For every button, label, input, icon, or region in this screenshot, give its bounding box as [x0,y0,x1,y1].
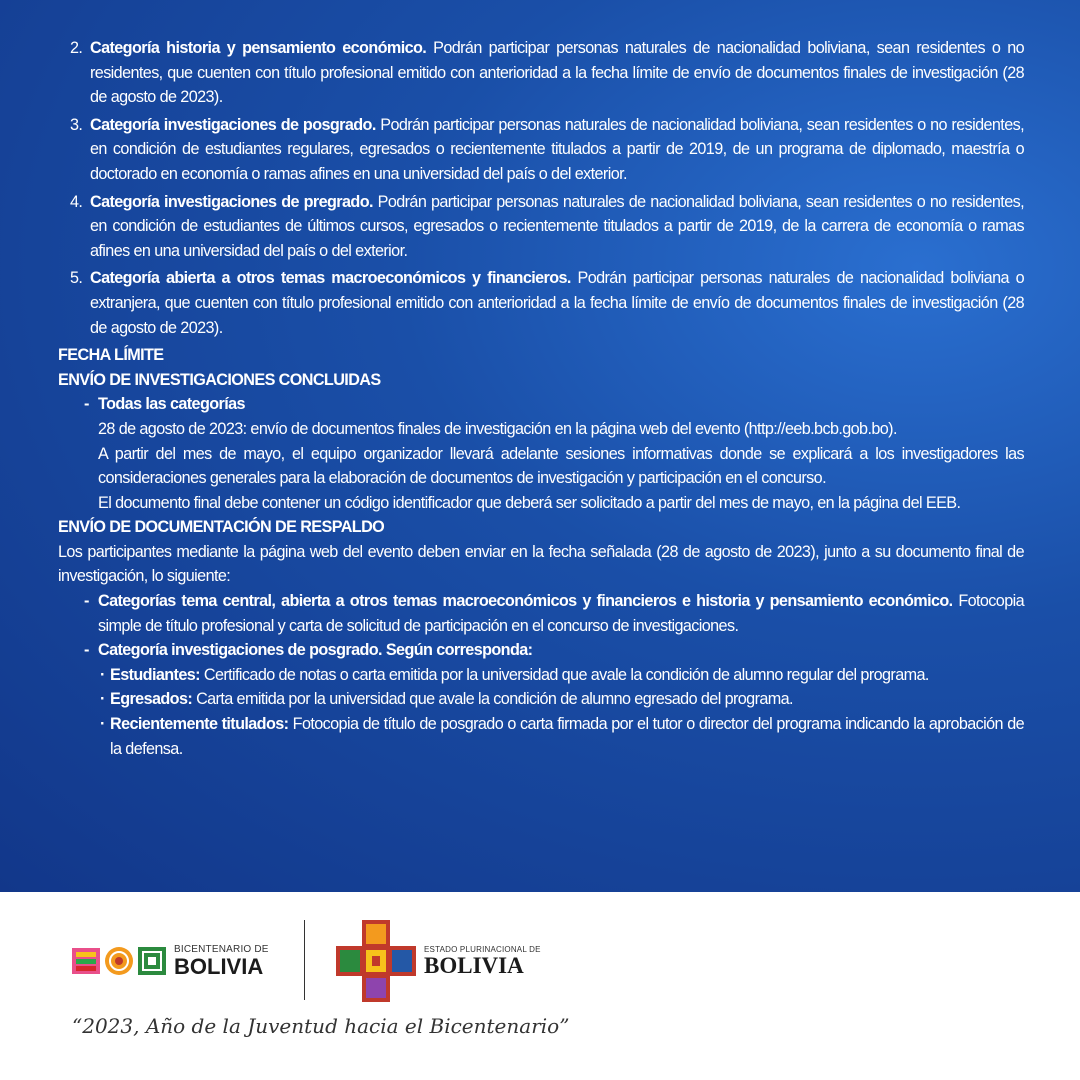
chakana-emblem-icon [336,920,416,1002]
list-item [58,113,1024,187]
item-title: Categoría abierta a otros temas macroeconómicos y financieros. [90,269,571,288]
bullet-item [58,687,1024,712]
support-category-text: Fotocopia simple de título profesional y carta de solicitud de participación en el concurso de investigaciones. [98,592,1025,635]
support-docs-heading: ENVÍO DE DOCUMENTACIÓN DE RESPALDO [58,518,385,537]
bullet-marker: · [100,665,105,684]
bicentenario-logo [72,944,277,978]
year-motto: “2023, Año de la Juventud hacia el Bicentenario” [72,1014,570,1038]
support-category-title: Categorías tema central, abierta a otros temas macroeconómicos y financieros e historia y pensamiento económico. [98,592,953,611]
logo-divider [304,920,305,1000]
dash-marker: - [84,592,89,611]
bullet-item [58,663,1024,688]
item-text: Podrán participar personas naturales de nacionalidad boliviana, sean residentes o no residentes, en condición de estudiantes regulares, egresados o recientemente titulados a partir de 2019, de un programa de diplomado, maestría o doctorado en economía o ramas afines en una universidad del país o del exterior. [90,115,1024,183]
bullet-marker: · [100,690,105,709]
bullet-item [58,712,1024,761]
info-sessions-text: A partir del mes de mayo, el equipo organizador llevará adelante sesiones informativas donde se explicará a los investigadores las consideraciones generales para la elaboración de documentos de investigación y participación en el concurso. [98,444,1024,488]
dash-marker: - [84,641,89,660]
logo-right-small-text: ESTADO PLURINACIONAL DE [424,945,541,954]
support-category-item [58,638,1024,663]
item-text: Podrán participar personas naturales de nacionalidad boliviana, sean residentes o no residentes, en condición de estudiantes de últimos cursos, egresados o recientemente titulados a partir de 2019, de la carrera de economía o ramas afines en una universidad del país o del exterior. [90,192,1024,260]
bullet-text: Fotocopia de título de posgrado o carta firmada por el tutor o director del programa indicando la aprobación de la defensa. [110,715,1025,758]
item-text: Podrán participar personas naturales de nacionalidad boliviana o extranjera, que cuenten con título profesional emitido con anterioridad a la fecha límite de envío de documentos finales de investigación (28 de agosto de 2023). [90,269,1024,337]
bullet-marker: · [100,715,105,734]
logo-left-small-text: BICENTENARIO DE [174,944,269,955]
footer [0,892,1080,1080]
item-number: 4. [70,192,83,211]
list-item [58,266,1024,340]
item-title: Categoría investigaciones de posgrado. [90,115,376,134]
logo-left-big-text: BOLIVIA [174,954,264,979]
bullet-label: Estudiantes: [110,665,200,684]
item-title: Categoría historia y pensamiento económico. [90,39,427,57]
support-category-title: Categoría investigaciones de posgrado. Según corresponda: [98,641,533,660]
deadline-date-text: 28 de agosto de 2023: envío de documentos finales de investigación en la página web del evento (http://eeb.bcb.gob.bo). [98,419,897,438]
item-text: Podrán participar personas naturales de nacionalidad boliviana, sean residentes o no residentes, que cuenten con título profesional emitido con anterioridad a la fecha límite de envío de documentos finales de investigación (28 de agosto de 2023). [90,39,1024,107]
support-category-item [58,589,1024,638]
bullet-label: Egresados: [110,690,193,709]
support-intro: Los participantes mediante la página web del evento deben enviar en la fecha señalada (28 de agosto de 2023), junto a su documento final de investigación, lo siguiente: [58,542,1024,586]
bicentenario-emblem-icon [72,944,168,978]
submission-heading: ENVÍO DE INVESTIGACIONES CONCLUIDAS [58,370,381,389]
list-item [58,190,1024,264]
bullet-label: Recientemente titulados: [110,715,289,734]
dash-marker: - [84,395,89,414]
list-item [58,36,1024,110]
deadline-heading: FECHA LÍMITE [58,346,164,365]
bullet-text: Certificado de notas o carta emitida por la universidad que avale la condición de alumno regular del programa. [199,665,929,684]
logo-right-big-text: BOLIVIA [424,953,524,978]
identifier-code-text: El documento final debe contener un código identificador que deberá ser solicitado a partir del mes de mayo, en la página del EEB. [98,493,961,512]
item-number: 2. [70,39,83,57]
estado-plurinacional-logo [336,920,541,1002]
item-title: Categoría investigaciones de pregrado. [90,192,373,211]
item-number: 5. [70,269,83,288]
all-categories-title: Todas las categorías [98,395,245,414]
all-categories-item [58,392,1024,417]
item-number: 3. [70,115,83,134]
bullet-text: Carta emitida por la universidad que avale la condición de alumno egresado del programa. [192,690,793,709]
